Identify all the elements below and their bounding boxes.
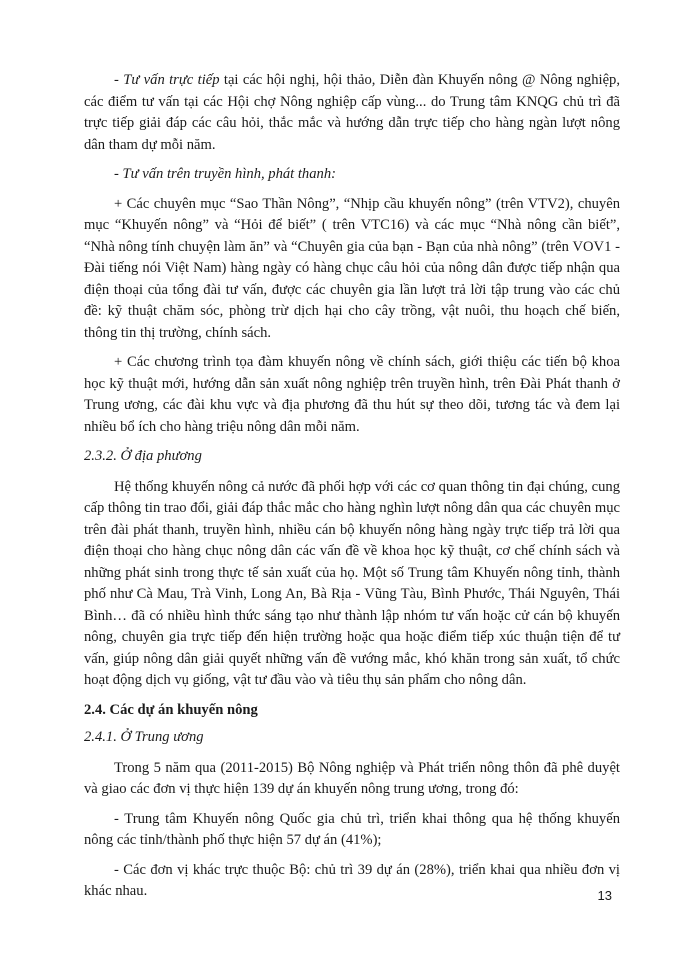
paragraph-projects-intro: Trong 5 năm qua (2011-2015) Bộ Nông nghiệp và Phát triển nông thôn đã phê duyệt và giao các đơn vị thực hiện 139 dự án khuyến nông trung ương, trong đó: (84, 759, 620, 797)
paragraph-talkshows: + Các chương trình tọa đàm khuyến nông về chính sách, giới thiệu các tiến bộ khoa học kỹ thuật mới, hướng dẫn sản xuất nông nghiệp trên truyền hình, trên Đài Phát thanh ở Trung ương, các đài khu vực và địa phương đã thu hút sự theo dõi, tương tác và đem lại nhiều bổ ích cho hàng triệu nông dân mỗi năm. (84, 354, 620, 435)
text-direct-consulting: tại các hội nghị, hội thảo, Diễn đàn Khuyến nông @ Nông nghiệp, các điểm tư vấn tại các Hội chợ Nông nghiệp cấp vùng... do Trung tâm KNQG chủ trì đã trực tiếp giải đáp các câu hỏi, thắc mắc và hướng dẫn trực tiếp cho hàng ngàn lượt nông dân tham dự mỗi năm. (84, 72, 620, 153)
paragraph-projects-knqg: - Trung tâm Khuyến nông Quốc gia chủ trì, triển khai thông qua hệ thống khuyến nông các tỉnh/thành phố thực hiện 57 dự án (41%); (84, 810, 620, 848)
heading-2-3-2: 2.3.2. Ở địa phương (84, 448, 202, 464)
heading-2-4-1: 2.4.1. Ở Trung ương (84, 729, 204, 745)
paragraph-local: Hệ thống khuyến nông cả nước đã phối hợp với các cơ quan thông tin đại chúng, cung cấp thông tin trao đổi, giải đáp thắc mắc cho hàng nghìn lượt nông dân qua các chuyên mục trên đài phát thanh, truyền hình, nhiều cán bộ khuyến nông hàng ngày trực tiếp trả lời qua điện thoại cho hàng chục nông dân các vấn đề về khoa học kỹ thuật, cơ chế chính sách và những phát sinh trong thực tế sản xuất của họ. Một số Trung tâm Khuyến nông tỉnh, thành phố như Cà Mau, Trà Vinh, Long An, Bà Rịa - Vũng Tàu, Bình Phước, Thái Nguyên, Thái Bình… đã có nhiều hình thức sáng tạo như thành lập nhóm tư vấn hoặc cử cán bộ khuyến nông, chuyên gia trực tiếp đến hiện trường hoặc qua hoặc điểm tiếp xúc thuận tiện để tư vấn, giúp nông dân giải quyết những vấn đề vướng mắc, khó khăn trong sản xuất, tổ chức hoạt động dịch vụ giống, vật tư đầu vào và tiêu thụ sản phẩm cho nông dân. (84, 478, 620, 688)
heading-2-4: 2.4. Các dự án khuyến nông (84, 701, 258, 718)
paragraph-projects-other: - Các đơn vị khác trực thuộc Bộ: chủ trì 39 dự án (28%), triển khai qua nhiều đơn vị khác nhau. (84, 861, 620, 899)
lead-direct-consulting: Tư vấn trực tiếp (123, 72, 220, 88)
document-body (84, 70, 620, 911)
paragraph-tv-programs: + Các chuyên mục “Sao Thần Nông”, “Nhịp cầu khuyến nông” (trên VTV2), chuyên mục “Khuyến nông” và “Hỏi để biết” ( trên VTC16) và các mục “Nhà nông cần biết”, “Nhà nông tính chuyện làm ăn” và “Chuyên gia của bạn - Bạn của nhà nông” (trên VOV1 - Đài tiếng nói Việt Nam) hàng ngày có hàng chục câu hỏi của nông dân được tiếp nhận qua điện thoại của tổng đài tư vấn, được các chuyên gia lần lượt trả lời tập trung vào các chủ đề: kỹ thuật chăm sóc, phòng trừ dịch hại cho cây trồng, vật nuôi, thu hoạch chế biến, thông tin thị trường, chính sách. (84, 195, 620, 341)
page-number: 13 (597, 888, 612, 903)
subheading-tv-radio: - Tư vấn trên truyền hình, phát thanh: (114, 166, 336, 182)
paragraph-direct-consulting (84, 70, 620, 156)
dash: - (114, 72, 124, 88)
